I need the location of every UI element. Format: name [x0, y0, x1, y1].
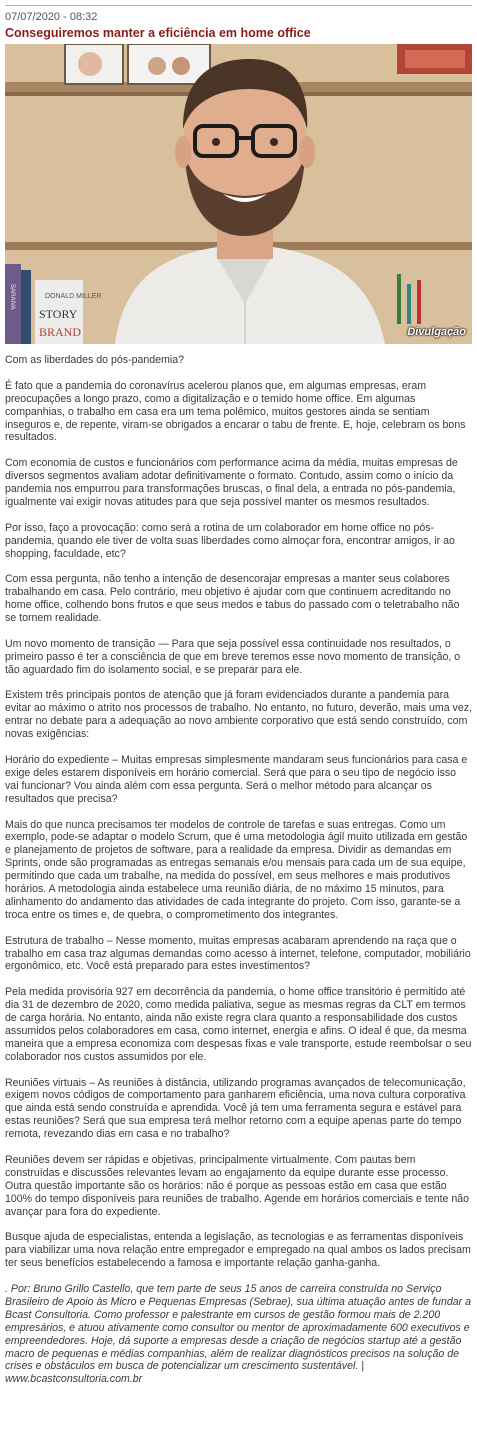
- book-cover-text: STORY: [39, 307, 78, 321]
- paragraph: Reuniões devem ser rápidas e objetivas, principalmente virtualmente. Com pautas bem construídas e discussões relevantes levam ao engajamento da equipe durante esse processo. Outra questão importante são os horários: não é porque as pessoas estão em casa que estão 100% do tempo disponíveis para reuniões de trabalho. Agende em horários comerciais e tente não avançar para fora do expediente.: [5, 1154, 470, 1218]
- paragraph: Um novo momento de transição — Para que seja possível essa continuidade nos resultados, o primeiro passo é ter a consciência de que em breve teremos esse novo momento de transição, o tão aguardado fim do isolamento social, e se preparar para ele.: [5, 637, 461, 676]
- paragraph: Mais do que nunca precisamos ter modelos de controle de tarefas e suas entregas. Como um exemplo, pode-se adaptar o modelo Scrum, que é uma metodologia ágil muito utilizada em gestão e planejamento de projetos de software, para a realidade da empresa. Dividir as demandas em Sprints, onde são programadas as entregas semanais e/ou mensais para cada um de sua equipe, permitindo que cada um trabalhe, na medida do possível, em seus melhores e mais produtivos horários. A metodologia ainda estabelece uma reunião diária, de no máximo 15 minutos, para alinhamento do andamento das atividades de cada integrante do projeto. Com isso, garante-se a troca entre os times e, de quebra, o comprometimento dos integrantes.: [5, 818, 468, 921]
- paragraph: Pela medida provisória 927 em decorrência da pandemia, o home office transitório é permitido até dia 31 de dezembro de 2020, como medida paliativa, segue as mesmas regras da CLT em termos de carga horária. No entanto, ainda não existe regra clara quanto a responsabilidade dos custos assumidos pelos colaboradores em casa, como internet, energia e afins. O ideal é que, da mesma maneira que a empresa economiza com despesas fixas e vale transporte, estude reembolsar o seu colaborador nos custos assumidos por ele.: [5, 986, 472, 1063]
- photo-credit: Divulgação: [407, 326, 466, 338]
- paragraph: Estrutura de trabalho – Nesse momento, muitas empresas acabaram aprendendo na raça que o trabalho em casa traz algumas demandas como acesso à internet, telefone, computador, mobiliário ergonômico, etc. Você está preparado para estes investimentos?: [5, 934, 471, 973]
- portrait-illustration: [5, 44, 472, 344]
- top-divider: [5, 5, 472, 6]
- paragraph: Com essa pergunta, não tenho a intenção de desencorajar empresas a manter seus colabores trabalhando em casa. Pelo contrário, meu objetivo é ajudar com que continuem acreditando no home office, colhendo bons frutos e que seus medos e tabus do passado com o teletrabalho não se tornem realidade.: [5, 573, 460, 625]
- article-date: 07/07/2020 - 08:32: [5, 11, 98, 23]
- paragraph: Horário do expediente – Muitas empresas simplesmente mandaram seus funcionários para casa e exige deles estarem disponíveis em horário comercial. Será que para o seu tipo de negócio isso vai funcionar? Vou ainda além com essa pergunta. Será o melhor método para alcançar os resultados que precisa?: [5, 753, 468, 805]
- author-bio: . Por: Bruno Grillo Castello, que tem parte de seus 15 anos de carreira construída no Serviço Brasileiro de Apoio às Micro e Pequenas Empresas (Sebrae), sua última atuação antes de fundar a Bcast Consultoria. Como professor e palestrante em cursos de gestão formou mais de 2.200 empresários, e atuou ativamente como consultor ou mentor de aproximadamente 600 executivos e empreendedores. Hoje, dá suporte a empresas desde a criação de negócios startup até a gestão macro de pequenas e médias companhias, além de realizar diagnósticos precisos na solução de crises e obstáculos em busca de potencializar um crescimento sustentável. | www.bcastconsultoria.com.br: [5, 1283, 471, 1386]
- svg-text:DONALD MILLER: DONALD MILLER: [45, 293, 102, 300]
- paragraph: Busque ajuda de especialistas, entenda a legislação, as tecnologias e as ferramentas disponíveis para viabilizar uma nova relação entre empregador e empregado na qual ambos os lados precisam ter seus benefícios estabelecendo a famosa e importante relação ganha-ganha.: [5, 1231, 471, 1270]
- paragraph: Com as liberdades do pós-pandemia?: [5, 354, 185, 366]
- svg-text:SARAIVA: SARAIVA: [9, 284, 15, 310]
- article-photo: [5, 44, 472, 344]
- paragraph: Reuniões virtuais – As reuniões à distância, utilizando programas avançados de telecomunicação, exigem novos códigos de comportamento para ganharem eficiência, uma nova cultura corporativa que ainda está sendo construída e aprendida. Você já tem uma ferramenta segura e estável para estas reuniões? Será que sua empresa terá melhor retorno com a equipe apenas parte do tempo remota, revezando dias em casa e no trabalho?: [5, 1076, 466, 1141]
- paragraph: Com economia de custos e funcionários com performance acima da média, muitas empresas de diversos segmentos avaliam adotar definitivamente o formato. Contudo, assim como o início da pandemia nos empurrou para transformações bruscas, o final dela, a entrada no pós-pandemia, igualmente vai exigir novas atitudes para que seja possível manter os mesmos resultados.: [5, 457, 458, 508]
- article-title: Conseguiremos manter a eficiência em home office: [5, 26, 311, 40]
- article: [5, 11, 472, 1386]
- paragraph: É fato que a pandemia do coronavírus acelerou planos que, em algumas empresas, eram preocupações a longo prazo, como a digitalização e o temido home office. Em algumas companhias, o trabalho em casa era um tema polêmico, muitos gestores ainda se sentiam inseguros e, de repente, viram-se obrigados a encarar o tabu de frente. E, hoje, celebram os bons resultados.: [5, 379, 466, 444]
- svg-text:BRAND: BRAND: [39, 325, 82, 339]
- paragraph: Existem três principais pontos de atenção que já foram evidenciados durante a pandemia para evitar ao máximo o atrito nos processos de trabalho. No entanto, no futuro, deverão, mais uma vez, entrar no debate para a adequação ao novo ambiente corporativo que está sendo construído, com novas exigências:: [5, 689, 472, 741]
- paragraph: Por isso, faço a provocação: como será a rotina de um colaborador em home office no pós-pandemia, quando ele tiver de volta suas liberdades como almoçar fora, encontrar amigos, ir ao shopping, faculdade, etc?: [5, 521, 455, 560]
